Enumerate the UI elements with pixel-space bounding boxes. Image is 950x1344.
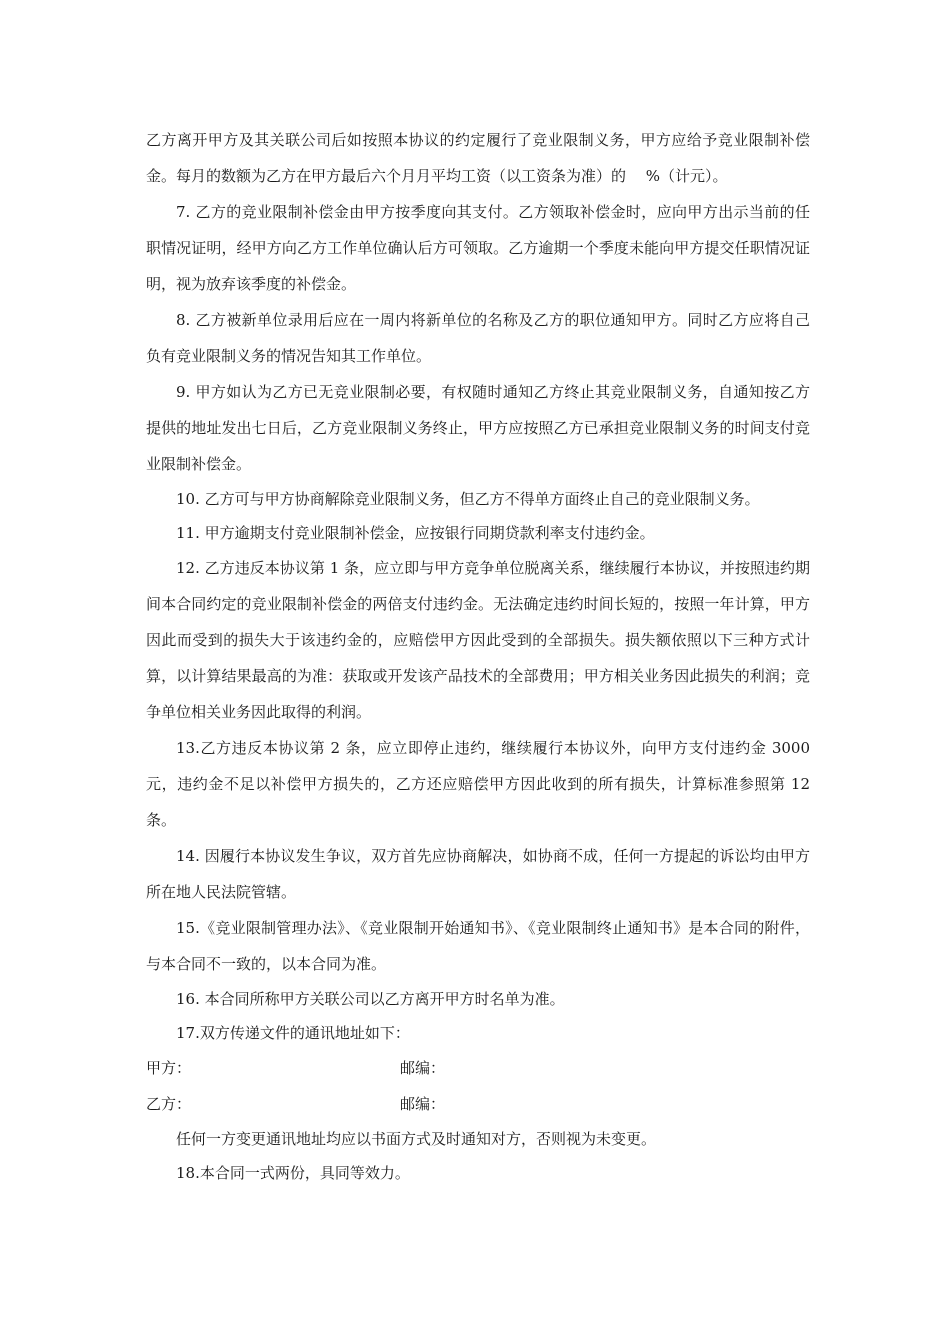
address-row-party-b: [146, 1086, 810, 1122]
paragraph-address-change: 任何一方变更通讯地址均应以书面方式及时通知对方，否则视为未变更。: [176, 1130, 657, 1148]
paragraph-8: 8. 乙方被新单位录用后应在一周内将新单位的名称及乙方的职位通知甲方。同时乙方应将自己负有竞业限制义务的情况告知其工作单位。: [146, 311, 810, 365]
paragraph-7: 7. 乙方的竞业限制补偿金由甲方按季度向其支付。乙方领取补偿金时，应向甲方出示当前的任职情况证明，经甲方向乙方工作单位确认后方可领取。乙方逾期一个季度未能向甲方提交任职情况证明，视为放弃该季度的补偿金。: [146, 203, 810, 293]
party-b-zip-label: 邮编：: [400, 1095, 446, 1113]
paragraph-10: 10. 乙方可与甲方协商解除竞业限制义务，但乙方不得单方面终止自己的竞业限制义务。: [176, 490, 760, 508]
paragraph-compensation: 乙方离开甲方及其关联公司后如按照本协议的约定履行了竞业限制义务，甲方应给予竞业限制补偿金。每月的数额为乙方在甲方最后六个月月平均工资（以工资条为准）的 %（计元）。: [146, 131, 810, 185]
paragraph-18: 18.本合同一式两份，具同等效力。: [176, 1164, 410, 1182]
document-page: [146, 122, 810, 1190]
party-a-zip-label: 邮编：: [400, 1059, 446, 1077]
party-b-label: 乙方：: [146, 1095, 192, 1113]
address-row-party-a: [146, 1050, 810, 1086]
paragraph-15: 15.《竞业限制管理办法》、《竞业限制开始通知书》、《竞业限制终止通知书》是本合同的附件，与本合同不一致的，以本合同为准。: [146, 919, 810, 973]
party-a-label: 甲方：: [146, 1059, 192, 1077]
paragraph-11: 11. 甲方逾期支付竞业限制补偿金，应按银行同期贷款利率支付违约金。: [176, 524, 655, 542]
paragraph-12: 12. 乙方违反本协议第 1 条，应立即与甲方竞争单位脱离关系，继续履行本协议，并按照违约期间本合同约定的竞业限制补偿金的两倍支付违约金。无法确定违约时间长短的，按照一年计算，甲方因此而受到的损失大于该违约金的，应赔偿甲方因此受到的全部损失。损失额依照以下三种方式计算，以计算结果最高的为准：获取或开发该产品技术的全部费用；甲方相关业务因此损失的利润；竞争单位相关业务因此取得的利润。: [146, 559, 810, 721]
paragraph-9: 9. 甲方如认为乙方已无竞业限制必要，有权随时通知乙方终止其竞业限制义务，自通知按乙方提供的地址发出七日后，乙方竞业限制义务终止，甲方应按照乙方已承担竞业限制义务的时间支付竞业限制补偿金。: [146, 383, 810, 473]
paragraph-16: 16. 本合同所称甲方关联公司以乙方离开甲方时名单为准。: [176, 990, 565, 1008]
paragraph-13: 13.乙方违反本协议第 2 条，应立即停止违约，继续履行本协议外，向甲方支付违约金 3000 元，违约金不足以补偿甲方损失的，乙方还应赔偿甲方因此收到的所有损失，计算标准参照第 12 条。: [146, 739, 810, 829]
paragraph-17: 17.双方传递文件的通讯地址如下：: [176, 1024, 410, 1042]
paragraph-14: 14. 因履行本协议发生争议，双方首先应协商解决，如协商不成，任何一方提起的诉讼均由甲方所在地人民法院管辖。: [146, 847, 810, 901]
